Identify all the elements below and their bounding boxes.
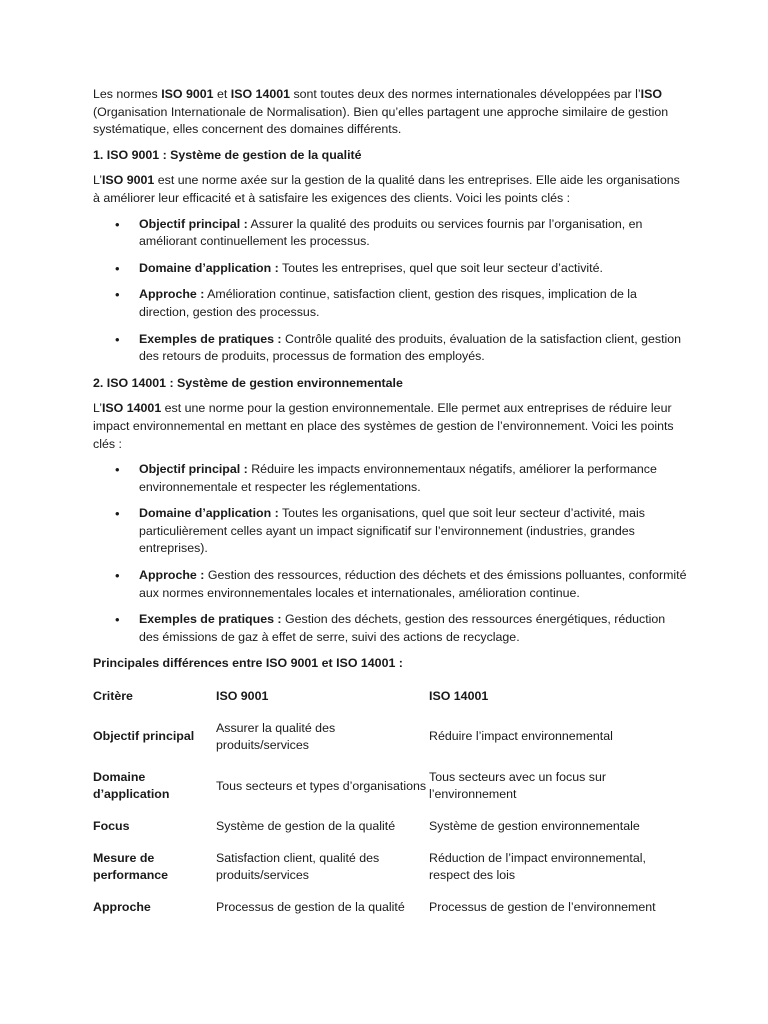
intro-text: (Organisation Internationale de Normalisation). Bien qu’elles partagent une approche similaire de gestion systématique, elles concernent des domaines différents. [93, 104, 669, 137]
section1-text: est une norme axée sur la gestion de la qualité dans les entreprises. Elle aide les organisations à améliorer leur efficacité et à satisfaire les exigences des clients. Voici les points clés : [93, 173, 680, 205]
list-item [139, 461, 688, 496]
table-cell: Assurer la qualité des produits/services [216, 720, 336, 753]
section1-bold: ISO 9001 [101, 173, 155, 188]
section2-paragraph [93, 400, 688, 453]
bullet-text: Gestion des déchets, gestion des ressources énergétiques, réduction des émissions de gaz à effet de serre, suivi des actions de recyclage. [139, 612, 666, 644]
column-header: Critère [93, 689, 133, 704]
table-cell: Tous secteurs et types d’organisations [216, 778, 427, 793]
table-row [93, 762, 681, 811]
table-header-row [93, 681, 681, 713]
intro-text: sont toutes deux des normes internationales développées par l’ [290, 87, 641, 101]
list-item [139, 286, 688, 321]
bullet-label: Exemples de pratiques : [139, 612, 282, 627]
list-item [139, 505, 688, 558]
section2-text: L’ [93, 401, 102, 416]
bullet-text: Assurer la qualité des produits ou services fournis par l’organisation, en améliorant continuellement les processus. [139, 216, 643, 249]
intro-bold-iso: ISO [640, 87, 662, 101]
differences-heading: Principales différences entre ISO 9001 et ISO 14001 : [93, 656, 403, 671]
column-header: ISO 9001 [216, 689, 269, 704]
bullet-text: Réduire les impacts environnementaux négatifs, améliorer la performance environnementale et respecter les réglementations. [139, 462, 657, 494]
table-row [93, 892, 681, 924]
table-cell-criterion: Approche [93, 899, 151, 914]
table-cell: Satisfaction client, qualité des produits/services [216, 850, 380, 883]
table-cell: Réduire l’impact environnemental [429, 729, 613, 744]
bullet-label: Approche : [139, 568, 205, 583]
intro-bold-iso14001: ISO 14001 [230, 87, 291, 101]
section2-heading: 2. ISO 14001 : Système de gestion environnementale [93, 375, 403, 390]
table-cell: Système de gestion environnementale [429, 819, 640, 833]
bullet-label: Approche : [139, 287, 205, 302]
section1-heading: 1. ISO 9001 : Système de gestion de la qualité [93, 147, 362, 162]
intro-paragraph [93, 86, 688, 139]
list-item [139, 567, 688, 602]
table-cell: Processus de gestion de la qualité [216, 899, 405, 914]
section1-paragraph [93, 172, 688, 207]
list-item [139, 611, 688, 646]
table-cell-criterion: Domaine d’application [93, 769, 170, 802]
bullet-text: Amélioration continue, satisfaction client, gestion des risques, implication de la direction, gestion des processus. [139, 287, 637, 319]
list-item [139, 216, 688, 251]
list-item [139, 331, 688, 366]
table-cell: Système de gestion de la qualité [216, 819, 396, 833]
list-item [139, 260, 688, 278]
bullet-text: Toutes les entreprises, quel que soit leur secteur d’activité. [278, 260, 603, 275]
bullet-label: Exemples de pratiques : [139, 331, 282, 346]
section1-bullet-list [93, 216, 688, 366]
table-cell: Réduction de l’impact environnemental, respect des lois [429, 850, 646, 883]
bullet-label: Domaine d’application : [139, 506, 279, 521]
table-row [93, 811, 681, 843]
table-cell: Processus de gestion de l’environnement [429, 899, 656, 914]
column-header: ISO 14001 [429, 689, 489, 704]
table-row [93, 843, 681, 892]
bullet-label: Objectif principal : [139, 216, 248, 231]
comparison-table [93, 681, 681, 923]
section2-bold: ISO 14001 [101, 401, 162, 416]
table-cell-criterion: Objectif principal [93, 729, 195, 744]
table-cell-criterion: Focus [93, 819, 130, 833]
section2-text: est une norme pour la gestion environnementale. Elle permet aux entreprises de réduire leur impact environnemental en mettant en place des systèmes de gestion de l’environnement. Voici les points clés : [93, 401, 674, 451]
bullet-text: Gestion des ressources, réduction des déchets et des émissions polluantes, conformité aux normes environnementales locales et internationales, amélioration continue. [139, 568, 687, 600]
bullet-text: Toutes les organisations, quel que soit leur secteur d’activité, mais particulièrement celles ayant un impact significatif sur l’environnement (industries, grandes entreprises). [139, 506, 645, 556]
intro-text: Les normes [93, 87, 162, 101]
bullet-text: Contrôle qualité des produits, évaluation de la satisfaction client, gestion des retours de produits, processus de formation des employés. [139, 331, 682, 364]
table-cell-criterion: Mesure de performance [93, 850, 169, 883]
bullet-label: Objectif principal : [139, 462, 248, 477]
intro-bold-iso9001: ISO 9001 [161, 87, 214, 101]
bullet-label: Domaine d’application : [139, 260, 279, 275]
table-cell: Tous secteurs avec un focus sur l’environnement [429, 769, 606, 802]
table-row [93, 713, 681, 762]
section1-text: L’ [93, 173, 102, 188]
section2-bullet-list [93, 461, 688, 646]
intro-text: et [213, 87, 231, 101]
